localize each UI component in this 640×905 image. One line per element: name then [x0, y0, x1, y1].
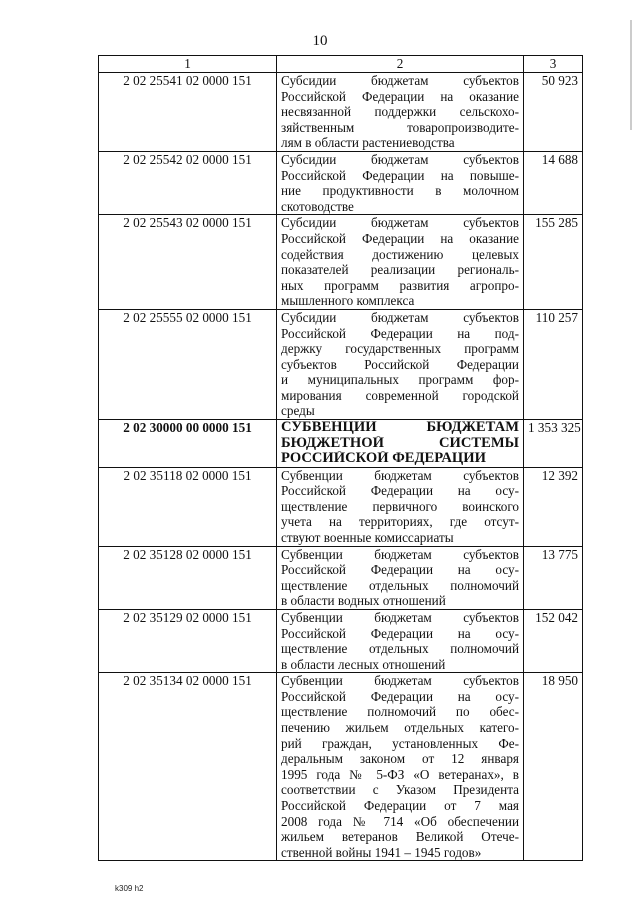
- amount: 50 923: [524, 73, 583, 152]
- description-line: ственной войны 1941 – 1945 годов»: [281, 844, 482, 860]
- description-line: жильем ветеранов Великой Отече-: [281, 829, 519, 845]
- budget-code: 2 02 35134 02 0000 151: [99, 673, 277, 861]
- income-description: [277, 609, 524, 672]
- description-line: ществление полномочий по обес-: [281, 704, 519, 720]
- table-row: [99, 215, 583, 310]
- budget-code: 2 02 30000 00 0000 151: [99, 420, 277, 468]
- description-line: Российской Федерации на оказание: [281, 88, 519, 104]
- description-line: в области водных отношений: [281, 593, 446, 609]
- description-line: субъектов Российской Федерации: [281, 356, 519, 372]
- description-line: Субсидии бюджетам субъектов: [281, 215, 519, 231]
- amount: 13 775: [524, 546, 583, 609]
- amount: 1 353 325: [524, 420, 583, 468]
- description-line: мышленного комплекса: [281, 293, 415, 309]
- description-line: и муниципальных программ фор-: [281, 372, 519, 388]
- amount: 155 285: [524, 215, 583, 310]
- income-description: [277, 151, 524, 214]
- table-row: [99, 420, 583, 468]
- description-line: Российской Федерации от 7 мая: [281, 798, 519, 814]
- income-description: [277, 309, 524, 419]
- amount: 18 950: [524, 673, 583, 861]
- table-row: [99, 151, 583, 214]
- income-description: [277, 420, 524, 468]
- description-line: Российской Федерации на осу-: [281, 562, 519, 578]
- description-line: содействия достижению целевых: [281, 246, 519, 262]
- amount: 152 042: [524, 609, 583, 672]
- budget-code: 2 02 35118 02 0000 151: [99, 467, 277, 546]
- amount: 12 392: [524, 467, 583, 546]
- description-line: среды: [281, 403, 315, 419]
- description-line: скотоводстве: [281, 198, 354, 214]
- footer-code: k309 h2: [115, 884, 144, 893]
- description-line: ние продуктивности в молочном: [281, 183, 519, 199]
- column-header-2: 2: [277, 56, 524, 73]
- description-line: соответствии с Указом Президента: [281, 782, 519, 798]
- description-line: лям в области растениеводства: [281, 135, 455, 151]
- table-row: [99, 309, 583, 419]
- column-header-1: 1: [99, 56, 277, 73]
- description-line: печению жильем отдельных катего-: [281, 720, 519, 736]
- description-line: ществление отдельных полномочий: [281, 577, 519, 593]
- description-line: Субсидии бюджетам субъектов: [281, 151, 519, 167]
- description-line: держку государственных программ: [281, 341, 519, 357]
- budget-code: 2 02 35128 02 0000 151: [99, 546, 277, 609]
- table-row: [99, 673, 583, 861]
- description-line: Субвенции бюджетам субъектов: [281, 467, 519, 483]
- table-row: [99, 467, 583, 546]
- description-line: Субвенции бюджетам субъектов: [281, 673, 519, 689]
- description-line: зяйственным товаропроизводите-: [281, 119, 519, 135]
- description-line: Субвенции бюджетам субъектов: [281, 609, 519, 625]
- description-line: Субсидии бюджетам субъектов: [281, 309, 519, 325]
- description-line: 1995 года № 5-ФЗ «О ветеранах», в: [281, 766, 519, 782]
- budget-code: 2 02 25555 02 0000 151: [99, 309, 277, 419]
- description-line: ных программ развития агропро-: [281, 277, 519, 293]
- description-line: Субсидии бюджетам субъектов: [281, 73, 519, 88]
- table-row: [99, 609, 583, 672]
- description-line: ществление отдельных полномочий: [281, 641, 519, 657]
- income-description: [277, 546, 524, 609]
- margin-mark: [630, 20, 632, 130]
- description-line: Субвенции бюджетам субъектов: [281, 546, 519, 562]
- table-row: [99, 546, 583, 609]
- description-line: деральным законом от 12 января: [281, 751, 519, 767]
- description-line: БЮДЖЕТНОЙ СИСТЕМЫ: [281, 435, 519, 451]
- amount: 14 688: [524, 151, 583, 214]
- column-header-3: 3: [524, 56, 583, 73]
- budget-table: [98, 55, 583, 861]
- income-description: [277, 467, 524, 546]
- table-header-row: [99, 56, 583, 73]
- income-description: [277, 673, 524, 861]
- description-line: Российской Федерации на повыше-: [281, 167, 519, 183]
- table-row: [99, 73, 583, 152]
- table-body: [99, 73, 583, 861]
- page-number: 10: [312, 33, 328, 49]
- description-line: рий граждан, установленных Фе-: [281, 735, 519, 751]
- description-line: Российской Федерации на осу-: [281, 688, 519, 704]
- description-line: мирования современной городской: [281, 387, 519, 403]
- description-line: Российской Федерации на осу-: [281, 625, 519, 641]
- amount: 110 257: [524, 309, 583, 419]
- description-line: несвязанной поддержки сельскохо-: [281, 104, 519, 120]
- income-description: [277, 73, 524, 152]
- description-line: ществление первичного воинского: [281, 498, 519, 514]
- description-line: ствуют военные комиссариаты: [281, 529, 454, 545]
- description-line: 2008 года № 714 «Об обеспечении: [281, 813, 519, 829]
- budget-code: 2 02 25542 02 0000 151: [99, 151, 277, 214]
- description-line: показателей реализации региональ-: [281, 262, 519, 278]
- description-line: в области лесных отношений: [281, 656, 446, 672]
- budget-code: 2 02 25541 02 0000 151: [99, 73, 277, 152]
- description-line: СУБВЕНЦИИ БЮДЖЕТАМ: [281, 420, 519, 436]
- description-line: учета на территориях, где отсут-: [281, 514, 519, 530]
- description-line: Российской Федерации на оказание: [281, 230, 519, 246]
- description-line: РОССИЙСКОЙ ФЕДЕРАЦИИ: [281, 451, 486, 467]
- budget-code: 2 02 35129 02 0000 151: [99, 609, 277, 672]
- budget-code: 2 02 25543 02 0000 151: [99, 215, 277, 310]
- description-line: Российской Федерации на осу-: [281, 483, 519, 499]
- income-description: [277, 215, 524, 310]
- description-line: Российской Федерации на под-: [281, 325, 519, 341]
